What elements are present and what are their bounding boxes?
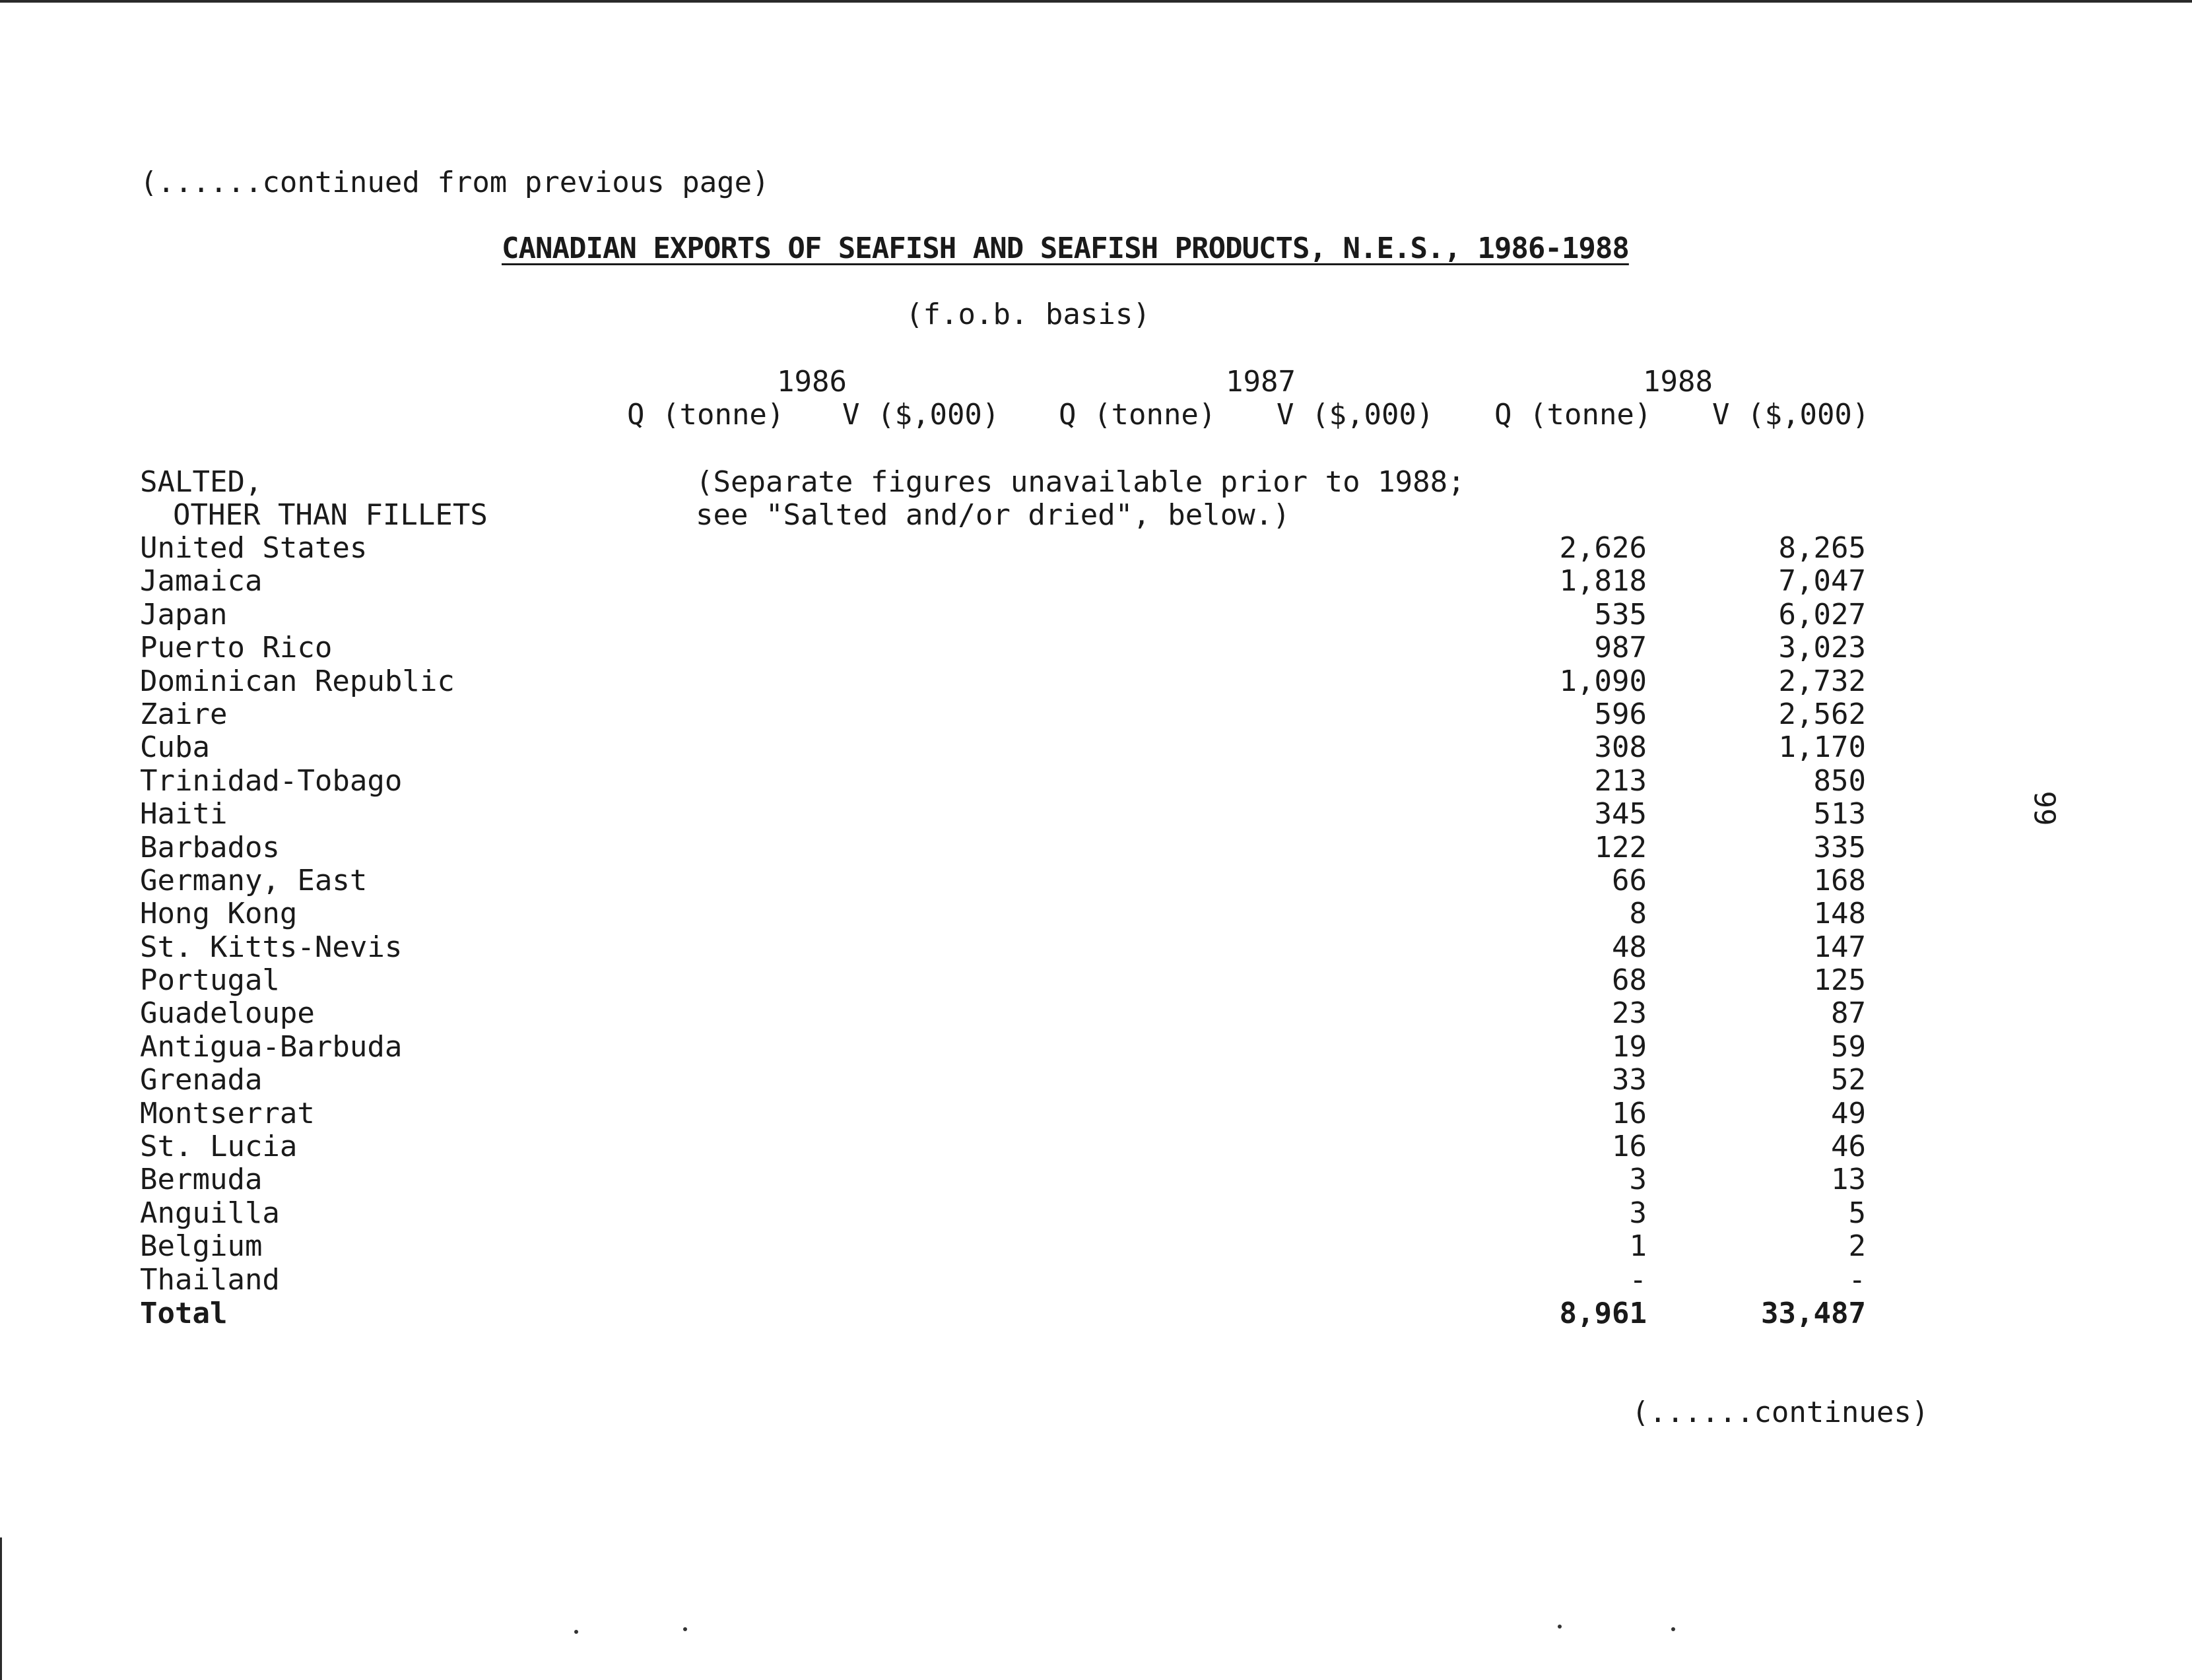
value-1988: 513 <box>1813 797 1866 831</box>
value-1988: 5 <box>1848 1196 1866 1230</box>
value-1988: 46 <box>1831 1130 1866 1164</box>
left-edge-rule <box>0 1537 2 1680</box>
table-row <box>0 1197 2192 1230</box>
country-name: Grenada <box>140 1063 263 1097</box>
country-name: Montserrat <box>140 1096 315 1130</box>
column-header-q-1988: Q (tonne) <box>1494 398 1652 432</box>
value-1988: 59 <box>1831 1029 1866 1064</box>
quantity-1988: 3 <box>1629 1163 1647 1197</box>
value-1988: 147 <box>1813 930 1866 964</box>
value-1988: 13 <box>1831 1163 1866 1197</box>
table-row <box>0 1230 2192 1263</box>
value-1988: 52 <box>1831 1063 1866 1097</box>
country-name: Guadeloupe <box>140 996 315 1031</box>
table-row <box>0 864 2192 897</box>
table-row <box>0 631 2192 664</box>
scan-speck <box>1671 1627 1675 1631</box>
quantity-1988: 16 <box>1612 1096 1647 1130</box>
total-row <box>0 1297 2192 1330</box>
quantity-1988: 122 <box>1594 830 1647 864</box>
country-name: Barbados <box>140 830 280 864</box>
table-row <box>0 731 2192 764</box>
total-label: Total <box>140 1297 228 1330</box>
country-name: Portugal <box>140 963 280 998</box>
country-rows <box>0 532 2192 1297</box>
scan-speck <box>683 1627 687 1631</box>
value-1988: 87 <box>1831 996 1866 1031</box>
table-row <box>0 1064 2192 1097</box>
country-name: St. Kitts-Nevis <box>140 930 403 964</box>
quantity-1988: 308 <box>1594 730 1647 765</box>
continued-from-previous-note: (......continued from previous page) <box>140 166 770 199</box>
quantity-1988: 3 <box>1629 1196 1647 1230</box>
column-header-v-1987: V ($,000) <box>1277 398 1434 432</box>
year-header-1988: 1988 <box>1643 365 1713 399</box>
quantity-1988: 987 <box>1594 631 1647 665</box>
country-name: Jamaica <box>140 564 263 598</box>
table-row <box>0 997 2192 1030</box>
value-1988: 148 <box>1813 897 1866 931</box>
country-name: Japan <box>140 597 228 631</box>
scan-speck <box>574 1630 578 1634</box>
table-row <box>0 897 2192 930</box>
column-header-q-1987: Q (tonne) <box>1059 398 1216 432</box>
country-name: Cuba <box>140 730 210 765</box>
total-v-1988: 33,487 <box>1761 1297 1866 1330</box>
country-name: Thailand <box>140 1262 280 1297</box>
quantity-1988: 68 <box>1612 963 1647 998</box>
quantity-1988: 16 <box>1612 1130 1647 1164</box>
page-title: CANADIAN EXPORTS OF SEAFISH AND SEAFISH PRODUCTS, N.E.S., 1986-1988 <box>502 232 1629 265</box>
section-note-line1: (Separate figures unavailable prior to 1988; <box>696 465 1465 499</box>
quantity-1988: 66 <box>1612 863 1647 897</box>
quantity-1988: 596 <box>1594 697 1647 731</box>
value-1988: 125 <box>1813 963 1866 998</box>
value-1988: 168 <box>1813 863 1866 897</box>
quantity-1988: 2,626 <box>1559 531 1647 565</box>
table-row <box>0 931 2192 964</box>
page-number: 99 <box>2027 791 2061 826</box>
quantity-1988: 33 <box>1612 1063 1647 1097</box>
country-name: Dominican Republic <box>140 664 455 698</box>
table-row <box>0 665 2192 698</box>
value-1988: 850 <box>1813 763 1866 798</box>
country-name: Haiti <box>140 797 228 831</box>
section-label-line1: SALTED, <box>140 465 263 499</box>
year-header-1987: 1987 <box>1226 365 1296 399</box>
value-1988: 2,562 <box>1778 697 1866 731</box>
country-name: United States <box>140 531 368 565</box>
value-1988: 3,023 <box>1778 631 1866 665</box>
table-row <box>0 565 2192 598</box>
country-name: Bermuda <box>140 1163 263 1197</box>
quantity-1988: 48 <box>1612 930 1647 964</box>
column-header-q-1986: Q (tonne) <box>627 398 785 432</box>
table-row <box>0 1031 2192 1064</box>
section-note-line2: see "Salted and/or dried", below.) <box>696 498 1290 532</box>
table-row <box>0 765 2192 798</box>
country-name: Zaire <box>140 697 228 731</box>
value-1988: 2 <box>1848 1229 1866 1264</box>
value-1988: 7,047 <box>1778 564 1866 598</box>
country-name: Puerto Rico <box>140 631 333 665</box>
quantity-1988: 535 <box>1594 597 1647 631</box>
table-row <box>0 698 2192 731</box>
table-row <box>0 798 2192 831</box>
basis-note: (f.o.b. basis) <box>906 298 1150 331</box>
quantity-1988: 1,090 <box>1559 664 1647 698</box>
quantity-1988: 345 <box>1594 797 1647 831</box>
value-1988: 335 <box>1813 830 1866 864</box>
top-edge-rule <box>0 0 2192 3</box>
value-1988: 1,170 <box>1778 730 1866 765</box>
table-row <box>0 964 2192 997</box>
country-name: Germany, East <box>140 863 368 897</box>
table-row <box>0 1097 2192 1130</box>
table-row <box>0 831 2192 864</box>
country-name: Belgium <box>140 1229 263 1264</box>
quantity-1988: 1,818 <box>1559 564 1647 598</box>
country-name: St. Lucia <box>140 1130 298 1164</box>
country-name: Antigua-Barbuda <box>140 1029 403 1064</box>
column-header-v-1988: V ($,000) <box>1712 398 1870 432</box>
section-label-line2: OTHER THAN FILLETS <box>173 498 488 532</box>
value-1988: 2,732 <box>1778 664 1866 698</box>
scan-speck <box>1558 1625 1562 1629</box>
quantity-1988: 213 <box>1594 763 1647 798</box>
table-row <box>0 1163 2192 1196</box>
country-name: Anguilla <box>140 1196 280 1230</box>
total-q-1988: 8,961 <box>1559 1297 1647 1330</box>
country-name: Hong Kong <box>140 897 298 931</box>
quantity-1988: 1 <box>1629 1229 1647 1264</box>
table-row <box>0 1264 2192 1297</box>
quantity-1988: - <box>1629 1262 1647 1297</box>
column-header-v-1986: V ($,000) <box>842 398 1000 432</box>
quantity-1988: 19 <box>1612 1029 1647 1064</box>
table-row <box>0 598 2192 631</box>
quantity-1988: 8 <box>1629 897 1647 931</box>
country-name: Trinidad-Tobago <box>140 763 403 798</box>
year-header-1986: 1986 <box>777 365 847 399</box>
quantity-1988: 23 <box>1612 996 1647 1031</box>
value-1988: 6,027 <box>1778 597 1866 631</box>
value-1988: 8,265 <box>1778 531 1866 565</box>
table-row <box>0 1130 2192 1163</box>
table-row <box>0 532 2192 565</box>
continues-note: (......continues) <box>1632 1396 1929 1429</box>
value-1988: - <box>1848 1262 1866 1297</box>
value-1988: 49 <box>1831 1096 1866 1130</box>
